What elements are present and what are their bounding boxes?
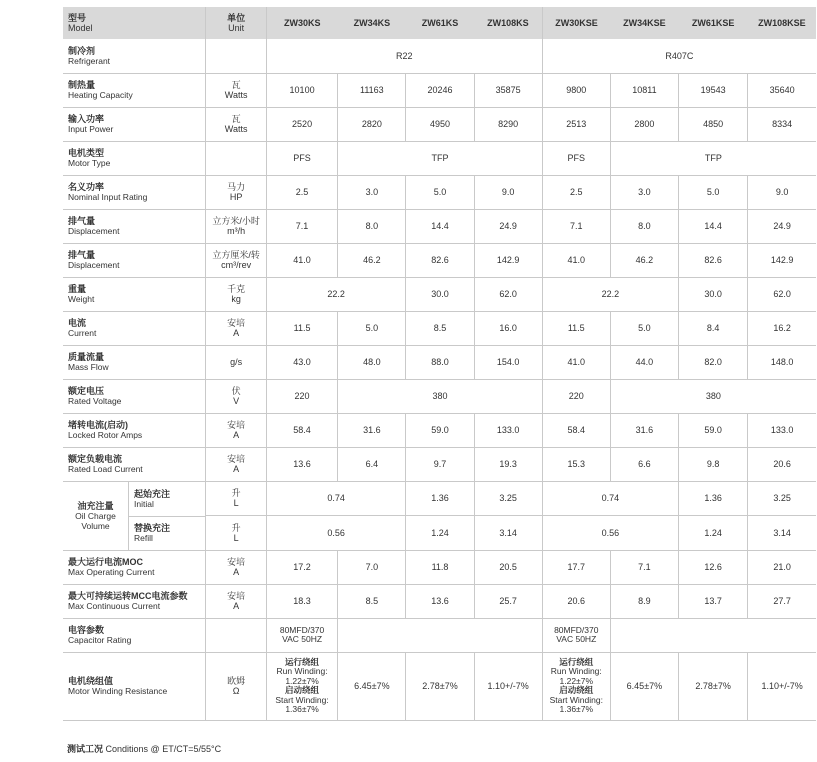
- cell: 20.6: [748, 447, 816, 481]
- row-heating: [63, 73, 816, 107]
- cell: 11.5: [542, 311, 610, 345]
- cell: 5.0: [406, 175, 474, 209]
- cell: 27.7: [748, 584, 816, 618]
- model-col: ZW34KSE: [610, 7, 678, 39]
- cell: 142.9: [748, 243, 816, 277]
- cell: 20.5: [474, 550, 542, 584]
- cell: 46.2: [610, 243, 678, 277]
- cell: R22: [266, 39, 542, 73]
- cell: 80MFD/370 VAC 50HZ: [266, 618, 337, 652]
- cell: 58.4: [542, 413, 610, 447]
- cell: 82.6: [678, 243, 747, 277]
- cell: 5.0: [678, 175, 747, 209]
- cell: 35640: [748, 73, 816, 107]
- cell: 41.0: [266, 243, 337, 277]
- cell: 41.0: [542, 345, 610, 379]
- row-motor-type: [63, 141, 816, 175]
- cell: 6.45±7%: [610, 652, 678, 720]
- cell: 3.14: [748, 516, 816, 551]
- cell: 82.6: [406, 243, 474, 277]
- cell: 62.0: [474, 277, 542, 311]
- row-displacement-m3h: [63, 209, 816, 243]
- cell: 8.0: [338, 209, 406, 243]
- cell: 2.78±7%: [406, 652, 474, 720]
- cell: R407C: [542, 39, 816, 73]
- oil-label-cell: [63, 481, 206, 550]
- cell: 1.10+/-7%: [474, 652, 542, 720]
- cell: 14.4: [678, 209, 747, 243]
- spec-table: [63, 7, 816, 721]
- cell: 148.0: [748, 345, 816, 379]
- cell: 11.8: [406, 550, 474, 584]
- cell: 3.0: [610, 175, 678, 209]
- row-rated-load-current: [63, 447, 816, 481]
- cell: 48.0: [338, 345, 406, 379]
- cell: 133.0: [474, 413, 542, 447]
- cell: 0.74: [266, 481, 406, 516]
- cell: 380: [338, 379, 542, 413]
- cell: 7.1: [542, 209, 610, 243]
- cell: 12.6: [678, 550, 747, 584]
- row-moc: [63, 550, 816, 584]
- row-label: 名义功率 Nominal Input Rating: [63, 175, 206, 209]
- row-label: 排气量 Displacement: [63, 243, 206, 277]
- cell: 5.0: [338, 311, 406, 345]
- unit-cell: 伏 V: [206, 379, 266, 413]
- cell: 10811: [610, 73, 678, 107]
- cell: 8.5: [338, 584, 406, 618]
- cell: 0.56: [266, 516, 406, 551]
- cell: 3.0: [338, 175, 406, 209]
- cell: 2820: [338, 107, 406, 141]
- cell: 80MFD/370 VAC 50HZ: [542, 618, 610, 652]
- cell: 30.0: [678, 277, 747, 311]
- cell: 8.0: [610, 209, 678, 243]
- row-current: [63, 311, 816, 345]
- row-label: 额定负载电流 Rated Load Current: [63, 447, 206, 481]
- unit-cell: 马力 HP: [206, 175, 266, 209]
- cell: 1.24: [406, 516, 474, 551]
- cell: 0.56: [542, 516, 678, 551]
- cell: 19543: [678, 73, 747, 107]
- row-label: 输入功率 Input Power: [63, 107, 206, 141]
- cell: 133.0: [748, 413, 816, 447]
- row-label: 制冷剂 Refrigerant: [63, 39, 206, 73]
- model-header: 型号 Model: [63, 7, 206, 39]
- footnote-en: Conditions @ ET/CT=5/55°C: [105, 744, 222, 754]
- cell: 8.9: [610, 584, 678, 618]
- cell: 21.0: [748, 550, 816, 584]
- row-label: 排气量 Displacement: [63, 209, 206, 243]
- row-mass-flow: [63, 345, 816, 379]
- unit-cell: 瓦 Watts: [206, 73, 266, 107]
- cell: 380: [610, 379, 816, 413]
- row-label: 最大可持续运转MCC电流参数 Max Continuous Current: [63, 584, 206, 618]
- unit-cell: 立方米/小时 m³/h: [206, 209, 266, 243]
- cell: 10100: [266, 73, 337, 107]
- cell: 3.14: [474, 516, 542, 551]
- cell: 9.7: [406, 447, 474, 481]
- cell: 8334: [748, 107, 816, 141]
- cell: 46.2: [338, 243, 406, 277]
- cell: 5.0: [610, 311, 678, 345]
- cell: TFP: [338, 141, 542, 175]
- unit-cell: 安培 A: [206, 550, 266, 584]
- cell: 7.1: [266, 209, 337, 243]
- cell: 22.2: [542, 277, 678, 311]
- cell: 9.0: [474, 175, 542, 209]
- cell: 8.5: [406, 311, 474, 345]
- cell: 运行绕组 Run Winding: 1.22±7% 启动绕组 Start Winding: 1.36±7%: [266, 652, 337, 720]
- cell: 9800: [542, 73, 610, 107]
- footnote-zh: 测试工况: [67, 744, 104, 754]
- cell: 16.0: [474, 311, 542, 345]
- row-winding: [63, 652, 816, 720]
- cell: 18.3: [266, 584, 337, 618]
- cell: 220: [266, 379, 337, 413]
- cell: 8290: [474, 107, 542, 141]
- cell: 1.36: [678, 481, 747, 516]
- cell: 2513: [542, 107, 610, 141]
- cell: 11163: [338, 73, 406, 107]
- cell: 6.4: [338, 447, 406, 481]
- row-rated-voltage: [63, 379, 816, 413]
- cell: 7.0: [338, 550, 406, 584]
- cell: 17.7: [542, 550, 610, 584]
- model-col: ZW108KSE: [748, 7, 816, 39]
- cell: 15.3: [542, 447, 610, 481]
- cell: 154.0: [474, 345, 542, 379]
- cell: 13.7: [678, 584, 747, 618]
- cell: 59.0: [678, 413, 747, 447]
- row-label: 电机绕组值 Motor Winding Resistance: [63, 652, 206, 720]
- row-label: 重量 Weight: [63, 277, 206, 311]
- cell: 4850: [678, 107, 747, 141]
- unit-cell: 安培 A: [206, 311, 266, 345]
- unit-header: 单位 Unit: [206, 7, 266, 39]
- row-mcc: [63, 584, 816, 618]
- cell: 30.0: [406, 277, 474, 311]
- cell: 35875: [474, 73, 542, 107]
- cell: 58.4: [266, 413, 337, 447]
- cell: 0.74: [542, 481, 678, 516]
- cell: 1.36: [406, 481, 474, 516]
- oil-charge-label: 油充注量 Oil Charge Volume: [63, 482, 129, 550]
- cell: 2.78±7%: [678, 652, 747, 720]
- cell: 13.6: [266, 447, 337, 481]
- cell: 22.2: [266, 277, 406, 311]
- cell: 17.2: [266, 550, 337, 584]
- row-label: 堵转电流(启动) Locked Rotor Amps: [63, 413, 206, 447]
- row-oil-initial: [63, 481, 816, 516]
- row-label: 制热量 Heating Capacity: [63, 73, 206, 107]
- unit-cell: 安培 A: [206, 413, 266, 447]
- cell: 19.3: [474, 447, 542, 481]
- cell: 2.5: [266, 175, 337, 209]
- model-col: ZW61KSE: [678, 7, 747, 39]
- cell: 3.25: [474, 481, 542, 516]
- cell: 31.6: [338, 413, 406, 447]
- model-col: ZW61KS: [406, 7, 474, 39]
- cell: 13.6: [406, 584, 474, 618]
- cell: 4950: [406, 107, 474, 141]
- row-label: 质量流量 Mass Flow: [63, 345, 206, 379]
- cell: PFS: [542, 141, 610, 175]
- unit-cell: 欧姆 Ω: [206, 652, 266, 720]
- unit-cell: 安培 A: [206, 447, 266, 481]
- cell: 31.6: [610, 413, 678, 447]
- cell: 2.5: [542, 175, 610, 209]
- cell: 7.1: [610, 550, 678, 584]
- header-row: [63, 7, 816, 39]
- cell: 3.25: [748, 481, 816, 516]
- cell: 20.6: [542, 584, 610, 618]
- cell: 220: [542, 379, 610, 413]
- model-col: ZW30KSE: [542, 7, 610, 39]
- cell: 82.0: [678, 345, 747, 379]
- cell: 88.0: [406, 345, 474, 379]
- model-col: ZW30KS: [266, 7, 337, 39]
- cell: 25.7: [474, 584, 542, 618]
- row-label: 电流 Current: [63, 311, 206, 345]
- cell: 9.0: [748, 175, 816, 209]
- row-locked-rotor-amps: [63, 413, 816, 447]
- row-weight: [63, 277, 816, 311]
- unit-cell: 千克 kg: [206, 277, 266, 311]
- row-input-power: [63, 107, 816, 141]
- cell: 8.4: [678, 311, 747, 345]
- cell: PFS: [266, 141, 337, 175]
- test-conditions-footnote: [67, 742, 221, 755]
- unit-cell: 升 L: [206, 481, 266, 516]
- cell: 2520: [266, 107, 337, 141]
- unit-cell: 瓦 Watts: [206, 107, 266, 141]
- cell: 142.9: [474, 243, 542, 277]
- unit-cell: 立方厘米/转 cm³/rev: [206, 243, 266, 277]
- row-label: 最大运行电流MOC Max Operating Current: [63, 550, 206, 584]
- cell: 11.5: [266, 311, 337, 345]
- cell: 1.24: [678, 516, 747, 551]
- cell: 20246: [406, 73, 474, 107]
- cell: 43.0: [266, 345, 337, 379]
- cell: 1.10+/-7%: [748, 652, 816, 720]
- model-col: ZW108KS: [474, 7, 542, 39]
- cell: 16.2: [748, 311, 816, 345]
- oil-refill-label: 替换充注 Refill: [134, 523, 171, 543]
- cell: 44.0: [610, 345, 678, 379]
- model-col: ZW34KS: [338, 7, 406, 39]
- cell: 62.0: [748, 277, 816, 311]
- row-label: 额定电压 Rated Voltage: [63, 379, 206, 413]
- cell: 24.9: [474, 209, 542, 243]
- cell: 24.9: [748, 209, 816, 243]
- row-label: 电机类型 Motor Type: [63, 141, 206, 175]
- cell: 14.4: [406, 209, 474, 243]
- cell: 运行绕组 Run Winding: 1.22±7% 启动绕组 Start Winding: 1.36±7%: [542, 652, 610, 720]
- row-label: 电容参数 Capacitor Rating: [63, 618, 206, 652]
- cell: TFP: [610, 141, 816, 175]
- row-capacitor: [63, 618, 816, 652]
- row-displacement-cm3rev: [63, 243, 816, 277]
- cell: 6.6: [610, 447, 678, 481]
- unit-cell: 升 L: [206, 516, 266, 551]
- cell: 9.8: [678, 447, 747, 481]
- unit-cell: 安培 A: [206, 584, 266, 618]
- row-nominal-input: [63, 175, 816, 209]
- unit-cell: g/s: [206, 345, 266, 379]
- cell: 41.0: [542, 243, 610, 277]
- row-refrigerant: [63, 39, 816, 73]
- cell: 2800: [610, 107, 678, 141]
- cell: 6.45±7%: [338, 652, 406, 720]
- oil-initial-label: 起始充注 Initial: [129, 482, 205, 517]
- cell: 59.0: [406, 413, 474, 447]
